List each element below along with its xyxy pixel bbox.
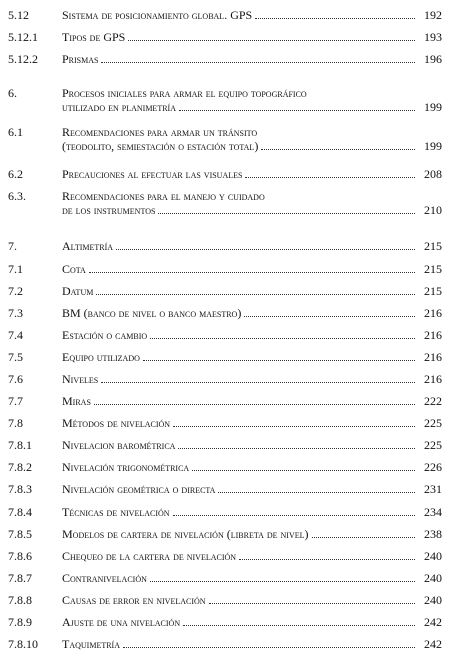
entry-title: (teodolito, semiestación o estación total) — [62, 138, 259, 153]
entry-title: Métodos de nivelación — [62, 416, 171, 430]
entry-title: BM (banco de nivel o banco maestro) — [62, 306, 242, 320]
entry-line — [62, 101, 442, 115]
entry-body — [62, 31, 442, 45]
entry-line — [62, 506, 442, 520]
page-number: 222 — [424, 394, 442, 408]
page-number: 238 — [424, 527, 442, 541]
dot-leader — [173, 417, 415, 427]
entry-line — [62, 31, 442, 45]
entry-title: Altimetría — [62, 239, 114, 253]
entry-title: Modelos de cartera de nivelación (libreta de nivel) — [62, 527, 309, 541]
dot-leader — [101, 53, 415, 63]
entry-line — [62, 528, 442, 542]
entry-title: Estación o cambio — [62, 328, 148, 342]
entry-title: Precauciones al efectuar las visuales — [62, 167, 243, 181]
entry-line — [62, 616, 442, 630]
dot-leader — [244, 307, 415, 317]
entry-line — [62, 87, 442, 101]
page-number: 240 — [424, 549, 442, 563]
dot-leader — [312, 528, 415, 538]
entry-body — [62, 439, 442, 453]
entry-body — [62, 395, 442, 409]
dot-leader — [158, 204, 415, 214]
entry-line — [62, 638, 442, 652]
page-number: 216 — [424, 350, 442, 364]
dot-leader — [178, 439, 415, 449]
dot-leader — [239, 550, 415, 560]
entry-body — [62, 506, 442, 520]
entry-line — [62, 550, 442, 564]
entry-title: Nivelacion barométrica — [62, 438, 176, 452]
dot-leader — [245, 168, 415, 178]
entry-title: Procesos iniciales para armar el equipo topográfico — [62, 86, 307, 100]
page-number: 240 — [424, 571, 442, 585]
section-number: 7.8.5 — [8, 527, 32, 541]
section-number: 7.8 — [8, 416, 23, 430]
entry-line — [62, 572, 442, 586]
entry-body — [62, 307, 442, 321]
section-number: 7. — [8, 239, 17, 253]
page-number: 210 — [424, 202, 442, 217]
entry-line — [62, 285, 442, 299]
entry-line — [62, 483, 442, 497]
entry-body — [62, 263, 442, 277]
entry-line — [62, 351, 442, 365]
entry-title: Nivelación trigonométrica — [62, 460, 190, 474]
entry-body — [62, 461, 442, 475]
entry-line — [62, 190, 442, 204]
entry-title: Recomendaciones para armar un tránsito — [62, 125, 258, 139]
section-number: 7.8.1 — [8, 438, 32, 452]
entry-body — [62, 417, 442, 431]
section-number: 5.12 — [8, 8, 29, 22]
section-number: 7.8.10 — [8, 637, 38, 651]
entry-title: Técnicas de nivelación — [62, 505, 170, 519]
entry-title: Taquimetría — [62, 637, 120, 651]
dot-leader — [96, 285, 415, 295]
section-number: 6. — [8, 86, 17, 100]
entry-line — [62, 594, 442, 608]
page-number: 215 — [424, 284, 442, 298]
dot-leader — [255, 9, 415, 19]
entry-title: Datum — [62, 284, 94, 298]
entry-line — [62, 329, 442, 343]
page-number: 234 — [424, 505, 442, 519]
entry-title: Equipo utilizado — [62, 350, 140, 364]
page-number: 216 — [424, 306, 442, 320]
entry-line — [62, 373, 442, 387]
section-number: 7.8.6 — [8, 549, 32, 563]
entry-line — [62, 439, 442, 453]
section-number: 7.4 — [8, 328, 23, 342]
entry-title: Recomendaciones para el manejo y cuidado — [62, 189, 265, 203]
entry-body — [62, 483, 442, 497]
section-number: 7.8.9 — [8, 615, 32, 629]
entry-body — [62, 53, 442, 67]
page-number: 215 — [424, 239, 442, 253]
entry-title: utilizado en planimetría — [62, 99, 176, 114]
entry-body — [62, 373, 442, 387]
page-number: 231 — [424, 482, 442, 496]
entry-body — [62, 638, 442, 652]
entry-body — [62, 9, 442, 23]
entry-line — [62, 53, 442, 67]
entry-title: Sistema de posicionamiento global. GPS — [62, 8, 253, 22]
section-number: 7.8.8 — [8, 593, 32, 607]
entry-title: Ajuste de una nivelación — [62, 615, 181, 629]
dot-leader — [123, 638, 415, 648]
page-number: 199 — [424, 138, 442, 153]
entry-line — [62, 204, 442, 218]
entry-body — [62, 594, 442, 608]
section-number: 5.12.1 — [8, 30, 38, 44]
section-number: 7.7 — [8, 394, 23, 408]
entry-title: Tipos de GPS — [62, 30, 126, 44]
section-number: 7.2 — [8, 284, 23, 298]
entry-line — [62, 395, 442, 409]
page-number: 226 — [424, 460, 442, 474]
dot-leader — [116, 240, 415, 250]
dot-leader — [261, 140, 415, 150]
page-number: 215 — [424, 262, 442, 276]
entry-body — [62, 351, 442, 365]
page-number: 216 — [424, 328, 442, 342]
page-number: 193 — [424, 30, 442, 44]
entry-title: Prismas — [62, 52, 99, 66]
entry-title: Contranivelación — [62, 571, 147, 585]
dot-leader — [179, 101, 415, 111]
entry-line — [62, 461, 442, 475]
entry-body — [62, 190, 442, 217]
entry-title: Nivelación geométrica o directa — [62, 482, 216, 496]
entry-body — [62, 550, 442, 564]
dot-leader — [218, 483, 415, 493]
entry-body — [62, 572, 442, 586]
entry-line — [62, 126, 442, 140]
section-number: 7.5 — [8, 350, 23, 364]
entry-body — [62, 528, 442, 542]
page-number: 216 — [424, 372, 442, 386]
section-number: 7.1 — [8, 262, 23, 276]
dot-leader — [173, 506, 415, 516]
entry-line — [62, 263, 442, 277]
entry-title: de los instrumentos — [62, 202, 156, 217]
dot-leader — [128, 31, 415, 41]
entry-body — [62, 168, 442, 182]
entry-line — [62, 168, 442, 182]
section-number: 6.1 — [8, 125, 23, 139]
dot-leader — [150, 329, 415, 339]
dot-leader — [101, 373, 415, 383]
dot-leader — [192, 461, 415, 471]
page-number: 192 — [424, 8, 442, 22]
entry-title: Miras — [62, 394, 91, 408]
entry-body — [62, 240, 442, 254]
entry-title: Cota — [62, 262, 86, 276]
section-number: 7.8.4 — [8, 505, 32, 519]
section-number: 7.8.3 — [8, 482, 32, 496]
entry-body — [62, 87, 442, 114]
section-number: 7.8.7 — [8, 571, 32, 585]
dot-leader — [143, 351, 415, 361]
entry-body — [62, 329, 442, 343]
entry-body — [62, 616, 442, 630]
entry-body — [62, 126, 442, 153]
entry-line — [62, 417, 442, 431]
entry-line — [62, 307, 442, 321]
entry-body — [62, 285, 442, 299]
section-number: 7.3 — [8, 306, 23, 320]
page-number: 242 — [424, 637, 442, 651]
section-number: 7.8.2 — [8, 460, 32, 474]
entry-title: Chequeo de la cartera de nivelación — [62, 549, 237, 563]
entry-title: Causas de error en nivelación — [62, 593, 206, 607]
entry-title: Niveles — [62, 372, 99, 386]
page-number: 199 — [424, 99, 442, 114]
section-number: 6.2 — [8, 167, 23, 181]
dot-leader — [209, 594, 415, 604]
section-number: 6.3. — [8, 189, 26, 203]
dot-leader — [89, 263, 415, 273]
page-number: 225 — [424, 416, 442, 430]
page-number: 208 — [424, 167, 442, 181]
section-number: 7.6 — [8, 372, 23, 386]
page-number: 240 — [424, 593, 442, 607]
entry-line — [62, 140, 442, 154]
entry-line — [62, 9, 442, 23]
page-number: 196 — [424, 52, 442, 66]
dot-leader — [94, 395, 415, 405]
dot-leader — [150, 572, 415, 582]
entry-line — [62, 240, 442, 254]
dot-leader — [183, 616, 415, 626]
section-number: 5.12.2 — [8, 52, 38, 66]
page-number: 242 — [424, 615, 442, 629]
page-number: 225 — [424, 438, 442, 452]
